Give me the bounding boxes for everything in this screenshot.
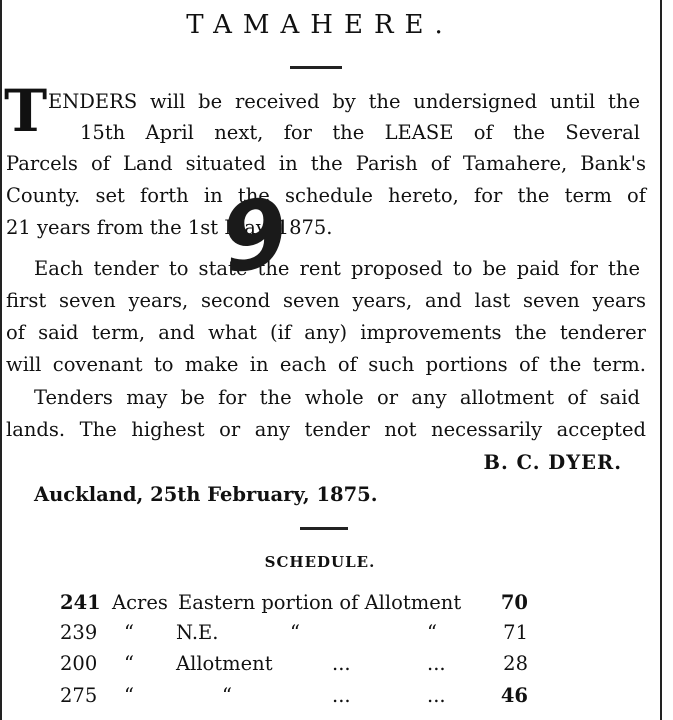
signature: B. C. DYER.	[483, 451, 622, 474]
schedule-heading: SCHEDULE.	[264, 553, 376, 571]
ditto-mark: “	[427, 621, 437, 644]
right-column-rule	[660, 0, 662, 720]
place-and-date: Auckland, 25th February, 1875.	[34, 483, 378, 506]
handwritten-mark: 9	[214, 177, 295, 296]
acres: 275	[60, 684, 98, 707]
unit: “	[124, 652, 134, 675]
acres: 200	[60, 652, 98, 675]
description: “	[222, 684, 232, 707]
ditto-mark: ...	[427, 684, 446, 707]
notice-line: County. set forth in the schedule hereto, for the term of	[6, 184, 646, 207]
ditto-mark: ...	[332, 652, 351, 675]
ditto-mark: ...	[427, 652, 446, 675]
notice-line: 21 years from the 1st May, 1875.	[6, 216, 333, 239]
schedule-divider	[300, 527, 348, 530]
notice-line: ENDERS will be received by the undersigned until the	[48, 90, 640, 113]
notice-line: Parcels of Land situated in the Parish of Tamahere, Bank's	[6, 152, 646, 175]
description: N.E.	[176, 621, 219, 644]
notice-line: Each tender to state the rent proposed to be paid for the	[34, 257, 640, 280]
description: Allotment	[176, 652, 273, 675]
schedule-row	[0, 618, 640, 648]
schedule-row	[0, 649, 640, 679]
acres: 239	[60, 621, 98, 644]
ditto-mark: ...	[332, 684, 351, 707]
allotment-number: 28	[503, 652, 528, 675]
notice-line: first seven years, second seven years, and last seven years	[6, 289, 646, 312]
ditto-mark: “	[290, 621, 300, 644]
unit: “	[124, 684, 134, 707]
allotment-number: 71	[503, 621, 528, 644]
notice-line: of said term, and what (if any) improvements the tenderer	[6, 321, 646, 344]
description: Eastern portion of Allotment	[178, 591, 462, 614]
unit: Acres	[112, 591, 168, 614]
allotment-number: 46	[500, 684, 528, 707]
schedule-row	[0, 588, 640, 618]
notice-line: Tenders may be for the whole or any allotment of said	[34, 386, 640, 409]
title-divider	[290, 66, 342, 69]
notice-title: TAMAHERE.	[186, 10, 454, 40]
drop-cap: T	[4, 77, 48, 145]
notice-line: will covenant to make in each of such portions of the term.	[6, 353, 646, 376]
unit: “	[124, 621, 134, 644]
allotment-number: 70	[500, 591, 528, 614]
notice-line: 15th April next, for the LEASE of the Several	[80, 121, 640, 144]
notice-line: lands. The highest or any tender not necessarily accepted	[6, 418, 646, 441]
schedule-row	[0, 681, 640, 711]
acres: 241	[60, 591, 101, 614]
